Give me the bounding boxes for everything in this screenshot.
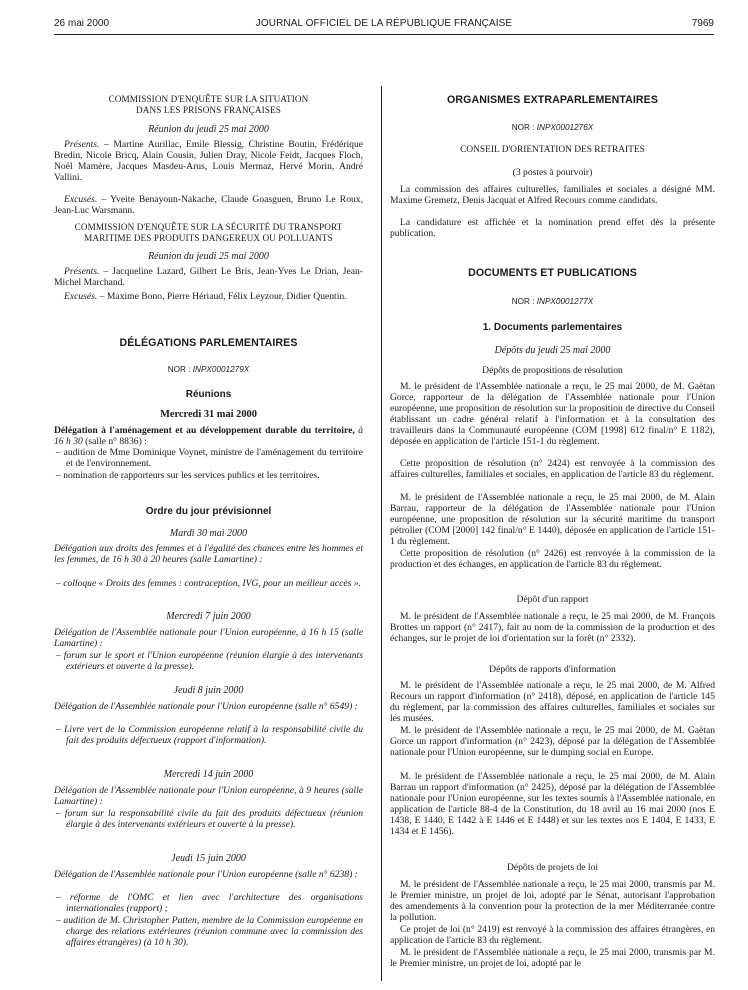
header-date: 26 mai 2000 xyxy=(54,18,110,29)
doc-para-3: M. le président de l'Assemblée nationale a reçu, le 25 mai 2000, de M. Alain Barrau, rapporteur de la délégation de l'Assemblée nationale pour l'Union européenne, une proposition de résolution sur la sécurité maritime du transport pétrolier (COM [2000] 142 final/n° E 1440), déposée en application de l'article 151-1 du règlement. xyxy=(390,492,715,547)
header-rule xyxy=(54,34,714,35)
ordre-date-5: Jeudi 15 juin 2000 xyxy=(171,853,246,864)
presents-list: – Martine Aurillac, Emile Blessig, Christine Boutin, Frédérique Bredin, Nicole Bricq, Alain Cousin, Julien Dray, Nicole Feidt, Jacques Floch, Noël Mamère, Jacques Masdeu-Arus, Louis Mermaz, Hervé Morin, André Vallini. xyxy=(54,139,363,183)
ordre-delegation-4: Délégation de l'Assemblée nationale pour l'Union européenne, à 9 heures (salle Lamartine) : xyxy=(54,785,363,807)
reunion-date: Mercredi 31 mai 2000 xyxy=(160,409,257,420)
ordre-du-jour-heading: Ordre du jour prévisionnel xyxy=(145,506,272,517)
delegation-item: – nomination de rapporteurs sur les services publics et les territoires. xyxy=(56,470,320,481)
doc-para-5: M. le président de l'Assemblée nationale a reçu, le 25 mai 2000, de M. François Brottes un rapport (n° 2417), fait au nom de la commission de la production et des échanges, sur le projet de loi d'orientation sur la forêt (n° 2332). xyxy=(390,611,715,644)
ordre-item-5a: – réforme de l'OMC et lien avec l'architecture des organisations internationales (rapport) ; xyxy=(56,892,363,914)
ordre-delegation-3: Délégation de l'Assemblée nationale pour l'Union européenne (salle n° 6549) : xyxy=(54,701,358,712)
ordre-delegation-1: Délégation aux droits des femmes et à l'égalité des chances entre les hommes et les femmes, de 16 h 30 à 20 heures (salle Lamartine) : xyxy=(54,543,363,565)
delegation-amenagement xyxy=(54,426,363,448)
ordre-item-3: – Livre vert de la Commission européenne relatif à la responsabilité civile du fait des produits défectueux (rapport d'information). xyxy=(56,724,363,746)
excuses-list: – Maxime Bono, Pierre Hériaud, Félix Leyzour, Didier Quentin. xyxy=(97,291,347,302)
presents-label: Présents. xyxy=(64,266,100,277)
ordre-date-3: Jeudi 8 juin 2000 xyxy=(173,685,244,696)
documents-nor xyxy=(390,297,715,306)
doc-para-4: Cette proposition de résolution (n° 2426) est renvoyée à la commission de la production et des échanges, en application de l'article 83 du règlement. xyxy=(390,548,715,570)
prisons-title-line-2: DANS LES PRISONS FRANÇAISES xyxy=(136,104,281,115)
ordre-date-1: Mardi 30 mai 2000 xyxy=(169,528,248,539)
column-separator xyxy=(381,86,382,981)
postes-count: (3 postes à pourvoir) xyxy=(512,167,593,178)
delegation-item: – audition de Mme Dominique Voynet, ministre de l'aménagement du territoire et de l'environnement. xyxy=(56,447,363,469)
doc-para-8: M. le président de l'Assemblée nationale a reçu, le 25 mai 2000, de M. Alain Barrau un rapport d'information (n° 2425), déposé par la délégation de l'Assemblée nationale pour l'Union européenne, sur les textes soumis à l'Assemblée nationale, en application de l'article 88-4 de la Constitution, du 18 avril au 16 mai 2000 (nos E 1438, E 1440, E 1442 à E 1446 et E 1448) et sur les textes nos E 1404, E 1433, E 1434 et E 1456). xyxy=(390,771,715,837)
excuses-label: Excusés. xyxy=(64,291,98,302)
page-header xyxy=(54,18,714,38)
header-page-number: 7969 xyxy=(691,18,714,29)
prisons-excuses xyxy=(54,195,363,217)
depots-date: Dépôts du jeudi 25 mai 2000 xyxy=(494,345,611,356)
transport-title-line-1: COMMISSION D'ENQUÊTE SUR LA SÉCURITÉ DU TRANSPORT xyxy=(74,222,343,232)
transport-title-line-2: MARITIME DES PRODUITS DANGEREUX OU POLLUANTS xyxy=(84,232,333,243)
doc-para-11: M. le président de l'Assemblée nationale a reçu, le 25 mai 2000, transmis par M. le Premier ministre, un projet de loi, adopté par le xyxy=(390,947,715,969)
delegation-time: à 16 h 30 xyxy=(54,425,364,447)
presents-list: – Jacqueline Lazard, Gilbert Le Bris, Jean-Yves Le Drian, Jean-Michel Marchand. xyxy=(54,266,363,288)
reunions-heading: Réunions xyxy=(185,389,232,400)
nor-code: INPX0001279X xyxy=(192,365,250,374)
ordre-delegation-2: Délégation de l'Assemblée nationale pour l'Union européenne, à 16 h 15 (salle Lamartine) : xyxy=(54,627,363,649)
ordre-delegation-5: Délégation de l'Assemblée nationale pour l'Union européenne (salle n° 6238) : xyxy=(54,869,358,880)
transport-commission-title xyxy=(54,222,363,243)
organismes-para-1: La commission des affaires culturelles, familiales et sociales a désigné MM. Maxime Gremetz, Denis Jacquat et Alfred Recours comme candidats. xyxy=(390,184,715,206)
section-rapports-information: Dépôts de rapports d'information xyxy=(489,664,616,675)
delegation-room: (salle n° 8836) : xyxy=(82,435,147,447)
header-title: JOURNAL OFFICIEL DE LA RÉPUBLIQUE FRANÇAISE xyxy=(255,18,513,29)
documents-subheading: 1. Documents parlementaires xyxy=(482,322,623,333)
doc-para-1: M. le président de l'Assemblée nationale a reçu, le 25 mai 2000, de M. Gaëtan Gorce, rapporteur de la délégation de l'Assemblée nationale pour l'Union européenne, une proposition de résolution sur la proposition de directive du Conseil établissant un cadre général relatif à l'information et à la consultation des travailleurs dans la Communauté européenne (COM [1998] 612 final/n° E 1182), déposée en application de l'article 151-1 du règlement. xyxy=(390,381,715,447)
delegations-nor xyxy=(54,365,363,374)
doc-para-2: Cette proposition de résolution (n° 2424) est renvoyée à la commission des affaires culturelles, familiales et sociales, en application de l'article 83 du règlement. xyxy=(390,458,715,480)
nor-code: INPX0001277X xyxy=(536,297,594,306)
delegation-name: Délégation à l'aménagement et au développement durable du territoire, xyxy=(54,425,355,436)
section-rapport: Dépôt d'un rapport xyxy=(516,594,589,605)
conseil-title: CONSEIL D'ORIENTATION DES RETRAITES xyxy=(460,145,645,155)
ordre-date-2: Mercredi 7 juin 2000 xyxy=(166,611,251,622)
doc-para-6: M. le président de l'Assemblée nationale a reçu, le 25 mai 2000, de M. Alfred Recours un rapport d'information (n° 2418), déposé, en application de l'article 145 du règlement, par la commission des affaires culturelles, familiales et sociales sur les musées. xyxy=(390,680,715,724)
prisons-title-line-1: COMMISSION D'ENQUÊTE SUR LA SITUATION xyxy=(108,94,309,104)
prisons-meeting-date: Réunion du jeudi 25 mai 2000 xyxy=(148,124,269,135)
transport-presents xyxy=(54,267,363,289)
organismes-heading: ORGANISMES EXTRAPARLEMENTAIRES xyxy=(447,94,658,106)
nor-label: NOR : xyxy=(511,297,537,306)
documents-heading: DOCUMENTS ET PUBLICATIONS xyxy=(468,267,637,279)
transport-excuses xyxy=(54,292,363,303)
nor-label: NOR : xyxy=(167,365,193,374)
ordre-item-2: – forum sur le sport et l'Union européenne (réunion élargie à des intervenants extérieurs et ouverte à la presse). xyxy=(56,650,363,672)
excuses-list: – Yveite Benayoun-Nakache, Claude Goasguen, Bruno Le Roux, Jean-Luc Warsmann. xyxy=(54,194,363,216)
delegations-heading: DÉLÉGATIONS PARLEMENTAIRES xyxy=(119,337,298,349)
doc-para-9: M. le président de l'Assemblée nationale a reçu, le 25 mai 2000, transmis par M. le Premier ministre, un projet de loi, adopté par le Sénat, autorisant l'approbation des amendements à la convention pour la protection de la mer Méditerranée contre la pollution. xyxy=(390,879,715,923)
nor-label: NOR : xyxy=(511,123,537,132)
ordre-item-1: – colloque « Droits des femmes : contraception, IVG, pour un meilleur accès ». xyxy=(56,578,361,589)
doc-para-7: M. le président de l'Assemblée nationale a reçu, le 25 mai 2000, de M. Gaëtan Gorce un rapport d'information (n° 2423), déposé par la délégation de l'Assemblée nationale pour l'Union européenne, sur le dumping social en Europe. xyxy=(390,725,715,758)
prisons-presents xyxy=(54,140,363,184)
excuses-label: Excusés. xyxy=(64,194,98,205)
transport-meeting-date: Réunion du jeudi 25 mai 2000 xyxy=(148,251,269,262)
presents-label: Présents. xyxy=(64,139,100,150)
ordre-item-5b: – audition de M. Christopher Patten, membre de la Commission européenne en charge des relations extérieures (réunion commune avec la commission des affaires étrangères) (à 10 h 30). xyxy=(56,915,363,948)
doc-para-10: Ce projet de loi (n° 2419) est renvoyé à la commission des affaires étrangères, en application de l'article 83 du règlement. xyxy=(390,924,715,946)
section-projets-loi: Dépôts de projets de loi xyxy=(506,862,599,873)
nor-code: INPX0001276X xyxy=(536,123,594,132)
ordre-date-4: Mercredi 14 juin 2000 xyxy=(163,769,254,780)
section-propositions: Dépôts de propositions de résolution xyxy=(482,365,623,376)
organismes-nor xyxy=(390,123,715,132)
ordre-item-4: – forum sur la responsabilité civile du fait des produits défectueux (réunion élargie à des intervenants extérieurs et ouverte à la presse). xyxy=(56,808,363,830)
organismes-para-2: La candidature est affichée et la nomination prend effet dès la présente publication. xyxy=(390,217,715,239)
prisons-commission-title xyxy=(54,94,363,115)
